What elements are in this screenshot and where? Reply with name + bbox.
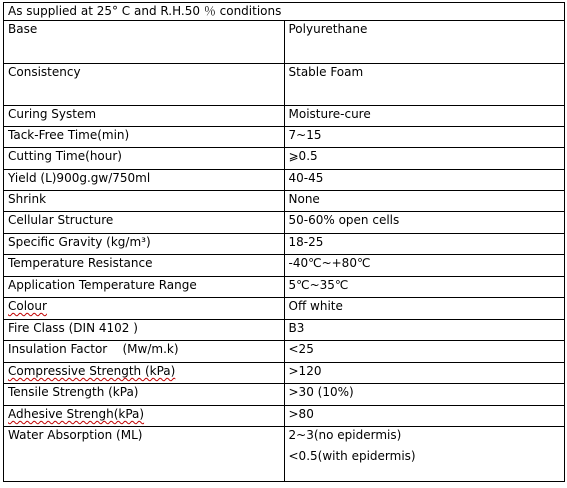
adhesive-strength-label: Adhesive Strengh(kPa) [8, 407, 145, 421]
value-cutting-time: ⩾0.5 [284, 148, 565, 170]
table-row [4, 384, 565, 406]
value-curing-system: Moisture-cure [284, 106, 565, 127]
property-compressive-strength [4, 363, 285, 384]
value-water-absorption-line2: <0.5(with epidermis) [288, 449, 416, 463]
table-row [4, 170, 565, 191]
table-row [4, 427, 565, 482]
value-fire-class: B3 [284, 320, 565, 341]
property-yield: Yield (L)900g.gw/750ml [4, 170, 285, 191]
table-row [4, 106, 565, 127]
value-insulation-factor: <25 [284, 341, 565, 363]
table-row [4, 277, 565, 298]
table-row [4, 255, 565, 277]
property-consistency: Consistency [4, 64, 285, 106]
value-water-absorption-line1: 2~3(no epidermis) [288, 428, 402, 442]
property-temperature-resistance: Temperature Resistance [4, 255, 285, 277]
table-row [4, 363, 565, 384]
table-row [4, 21, 565, 64]
table-row [4, 298, 565, 320]
property-shrink: Shrink [4, 191, 285, 212]
property-application-temperature: Application Temperature Range [4, 277, 285, 298]
property-water-absorption: Water Absorption (ML) [4, 427, 285, 482]
value-colour: Off white [284, 298, 565, 320]
compressive-strength-label: Compressive Strength (kPa) [8, 364, 176, 378]
property-base: Base [4, 21, 285, 64]
value-shrink: None [284, 191, 565, 212]
table-row [4, 341, 565, 363]
conditions-caption: As supplied at 25° C and R.H.50 ％ conditions [4, 3, 565, 21]
table-row [4, 64, 565, 106]
value-application-temperature: 5℃~35℃ [284, 277, 565, 298]
table-row [4, 212, 565, 234]
table-row [4, 320, 565, 341]
spec-table [3, 2, 565, 482]
value-water-absorption [284, 427, 565, 482]
property-cellular-structure: Cellular Structure [4, 212, 285, 234]
value-specific-gravity: 18-25 [284, 234, 565, 255]
table-row [4, 191, 565, 212]
table-row [4, 148, 565, 170]
property-adhesive-strength [4, 406, 285, 427]
property-fire-class: Fire Class (DIN 4102 ) [4, 320, 285, 341]
property-tack-free-time: Tack-Free Time(min) [4, 127, 285, 148]
property-cutting-time: Cutting Time(hour) [4, 148, 285, 170]
caption-row [4, 3, 565, 21]
value-base: Polyurethane [284, 21, 565, 64]
value-yield: 40-45 [284, 170, 565, 191]
value-tensile-strength: >30 (10%) [284, 384, 565, 406]
property-colour [4, 298, 285, 320]
table-row [4, 406, 565, 427]
property-specific-gravity: Specific Gravity (kg/m³) [4, 234, 285, 255]
value-temperature-resistance: -40℃~+80℃ [284, 255, 565, 277]
value-consistency: Stable Foam [284, 64, 565, 106]
table-row [4, 127, 565, 148]
value-cellular-structure: 50-60% open cells [284, 212, 565, 234]
property-tensile-strength: Tensile Strength (kPa) [4, 384, 285, 406]
property-curing-system: Curing System [4, 106, 285, 127]
table-row [4, 234, 565, 255]
property-insulation-factor: Insulation Factor (Mw/m.k) [4, 341, 285, 363]
value-tack-free-time: 7~15 [284, 127, 565, 148]
colour-label: Colour [8, 299, 47, 313]
value-adhesive-strength: >80 [284, 406, 565, 427]
value-compressive-strength: >120 [284, 363, 565, 384]
